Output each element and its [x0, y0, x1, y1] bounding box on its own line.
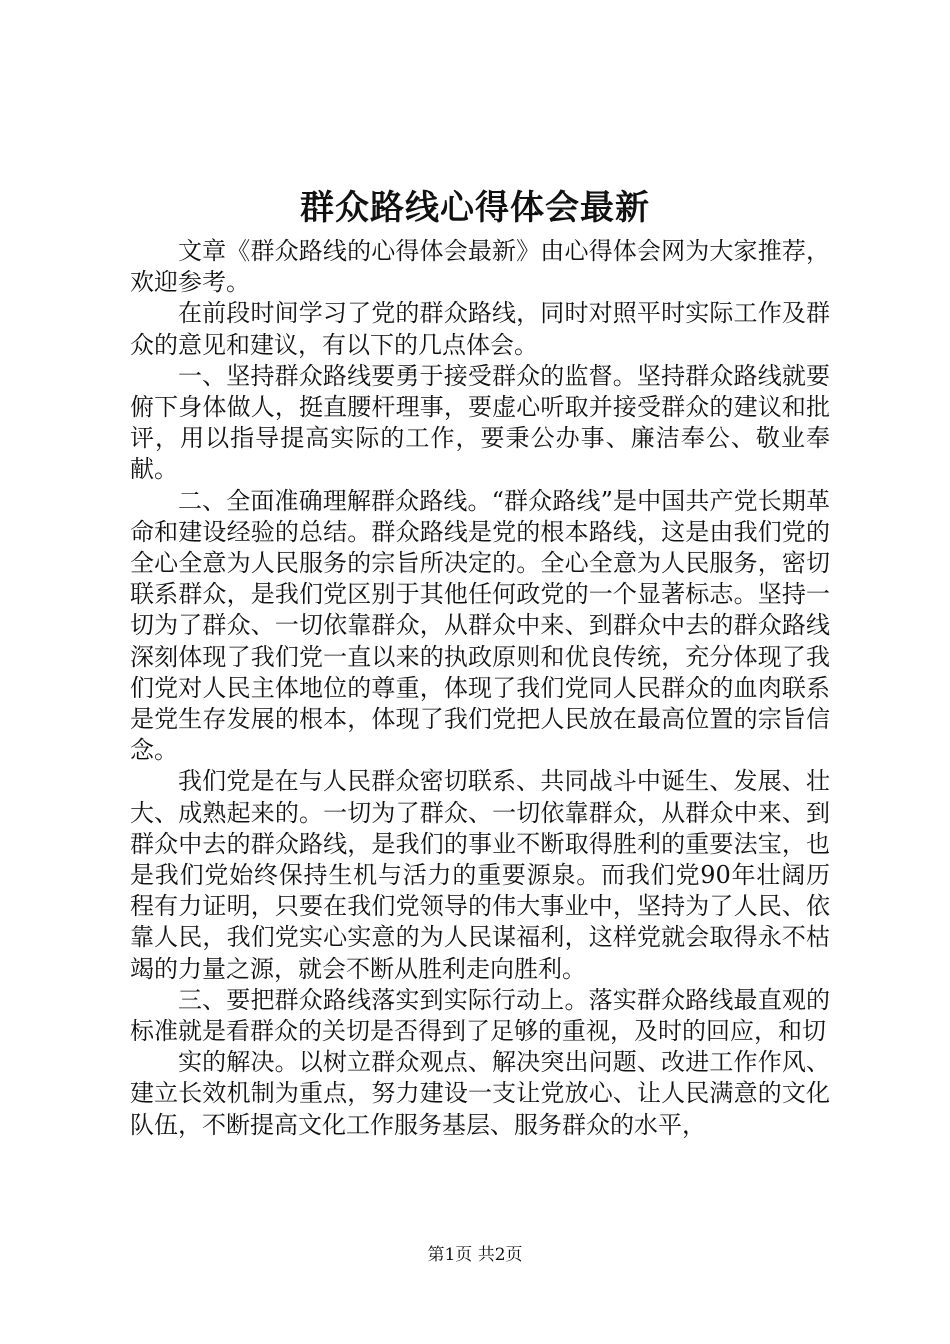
paragraph-point-one: 一、坚持群众路线要勇于接受群众的监督。坚持群众路线就要俯下身体做人，挺直腰杆理事，要虚心听取并接受群众的建议和批评，用以指导提高实际的工作，要秉公办事、廉洁奉公、敬业奉献。	[130, 361, 830, 484]
paragraph-intro: 文章《群众路线的心得体会最新》由心得体会网为大家推荐，欢迎参考。	[130, 237, 830, 297]
paragraph-point-two: 二、全面准确理解群众路线。“群众路线”是中国共产党长期革命和建设经验的总结。群众路线是党的根本路线，这是由我们党的全心全意为人民服务的宗旨所决定的。全心全意为人民服务，密切联系群众，是我们党区别于其他任何政党的一个显著标志。坚持一切为了群众、一切依靠群众，从群众中来、到群众中去的群众路线深刻体现了我们党一直以来的执政原则和优良传统，充分体现了我们党对人民主体地位的尊重，体现了我们党同人民群众的血肉联系是党生存发展的根本，体现了我们党把人民放在最高位置的宗旨信念。	[130, 486, 830, 765]
page-footer: 第1页 共2页	[427, 1245, 523, 1265]
document-body	[130, 236, 830, 1141]
paragraph-study: 在前段时间学习了党的群众路线，同时对照平时实际工作及群众的意见和建议，有以下的几点体会。	[130, 299, 830, 359]
paragraph-party-history: 我们党是在与人民群众密切联系、共同战斗中诞生、发展、壮大、成熟起来的。一切为了群众、一切依靠群众，从群众中来、到群众中去的群众路线，是我们的事业不断取得胜利的重要法宝，也是我们党始终保持生机与活力的重要源泉。而我们党90年壮阔历程有力证明，只要在我们党领导的伟大事业中，坚持为了人民、依靠人民，我们党实心实意的为人民谋福利，这样党就会取得永不枯竭的力量之源，就会不断从胜利走向胜利。	[130, 767, 830, 983]
paragraph-continuation: 实的解决。以树立群众观点、解决突出问题、改进工作作风、建立长效机制为重点，努力建设一支让党放心、让人民满意的文化队伍，不断提高文化工作服务基层、服务群众的水平，	[130, 1048, 830, 1139]
paragraph-point-three: 三、要把群众路线落实到实际行动上。落实群众路线最直观的标准就是看群众的关切是否得到了足够的重视，及时的回应，和切	[130, 985, 830, 1046]
document-title: 群众路线心得体会最新	[300, 188, 650, 228]
